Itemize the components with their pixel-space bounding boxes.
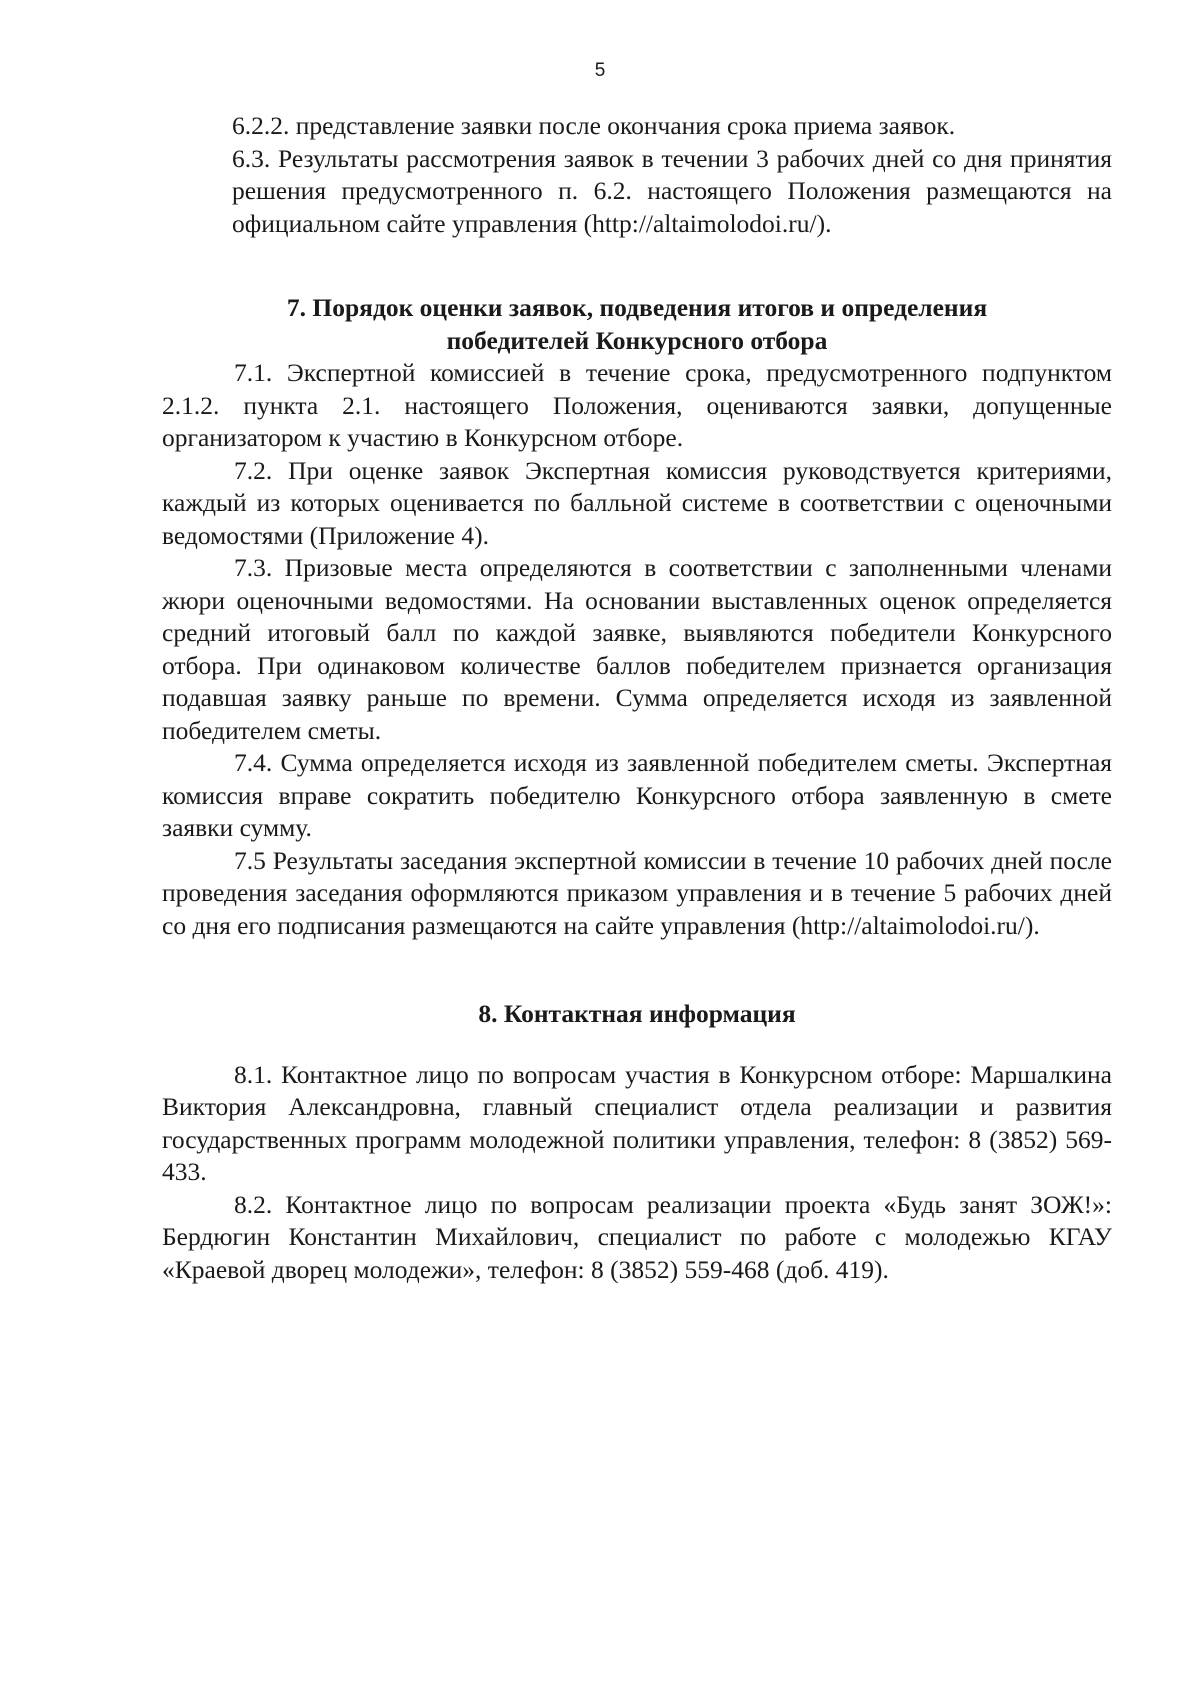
section-7-heading-line1: 7. Порядок оценки заявок, подведения итогов и определения: [286, 293, 988, 322]
page-number: 5: [594, 60, 606, 81]
paragraph-7-1: 7.1. Экспертной комиссией в течение срока, предусмотренного подпунктом 2.1.2. пункта 2.1. настоящего Положения, оцениваются заявки, допущенные организатором к участию в Конкурсном отборе.: [162, 358, 1112, 452]
section-6-continuation: [232, 110, 1112, 240]
paragraph-7-4: 7.4. Сумма определяется исходя из заявленной победителем сметы. Экспертная комиссия вправе сократить победителю Конкурсного отбора заявленную в смете заявки сумму.: [162, 748, 1112, 842]
paragraph-7-5: 7.5 Результаты заседания экспертной комиссии в течение 10 рабочих дней после проведения заседания оформляются приказом управления и в течение 5 рабочих дней со дня его подписания размещаются на сайте управления (http://altaimolodoi.ru/).: [162, 845, 1112, 940]
section-8-heading: 8. Контактная информация: [478, 999, 796, 1028]
section-7: [162, 292, 1112, 942]
paragraph-6-2-2: 6.2.2. представление заявки после окончания срока приема заявок.: [232, 111, 956, 140]
section-7-heading-line2: победителей Конкурсного отбора: [446, 325, 828, 355]
paragraph-8-1: 8.1. Контактное лицо по вопросам участия в Конкурсном отборе: Маршалкина Виктория Александровна, главный специалист отдела реализации и развития государственных программ молодежной политики управления, телефон: 8 (3852) 569-433.: [162, 1059, 1112, 1186]
section-8: [162, 998, 1112, 1286]
paragraph-7-2: 7.2. При оценке заявок Экспертная комиссия руководствуется критериями, каждый из которых оценивается по балльной системе в соответствии с оценочными ведомостями (Приложение 4).: [162, 455, 1112, 550]
paragraph-7-3: 7.3. Призовые места определяются в соответствии с заполненными членами жюри оценочными ведомостями. На основании выставленных оценок определяется средний итоговый балл по каждой заявке, выявляются победители Конкурсного отбора. При одинаковом количестве баллов победителем признается организация подавшая заявку раньше по времени. Сумма определяется исходя из заявленной победителем сметы.: [162, 553, 1112, 745]
paragraph-6-3: 6.3. Результаты рассмотрения заявок в течении 3 рабочих дней со дня принятия решения предусмотренного п. 6.2. настоящего Положения размещаются на официальном сайте управления (http://altaimolodoi.ru/).: [232, 143, 1112, 238]
section-7-heading: [162, 292, 1112, 357]
paragraph-8-2: 8.2. Контактное лицо по вопросам реализации проекта «Будь занят ЗОЖ!»: Бердюгин Константин Михайлович, специалист по работе с молодежью КГАУ «Краевой дворец молодежи», телефон: 8 (3852) 559-468 (доб. 419).: [162, 1189, 1112, 1284]
